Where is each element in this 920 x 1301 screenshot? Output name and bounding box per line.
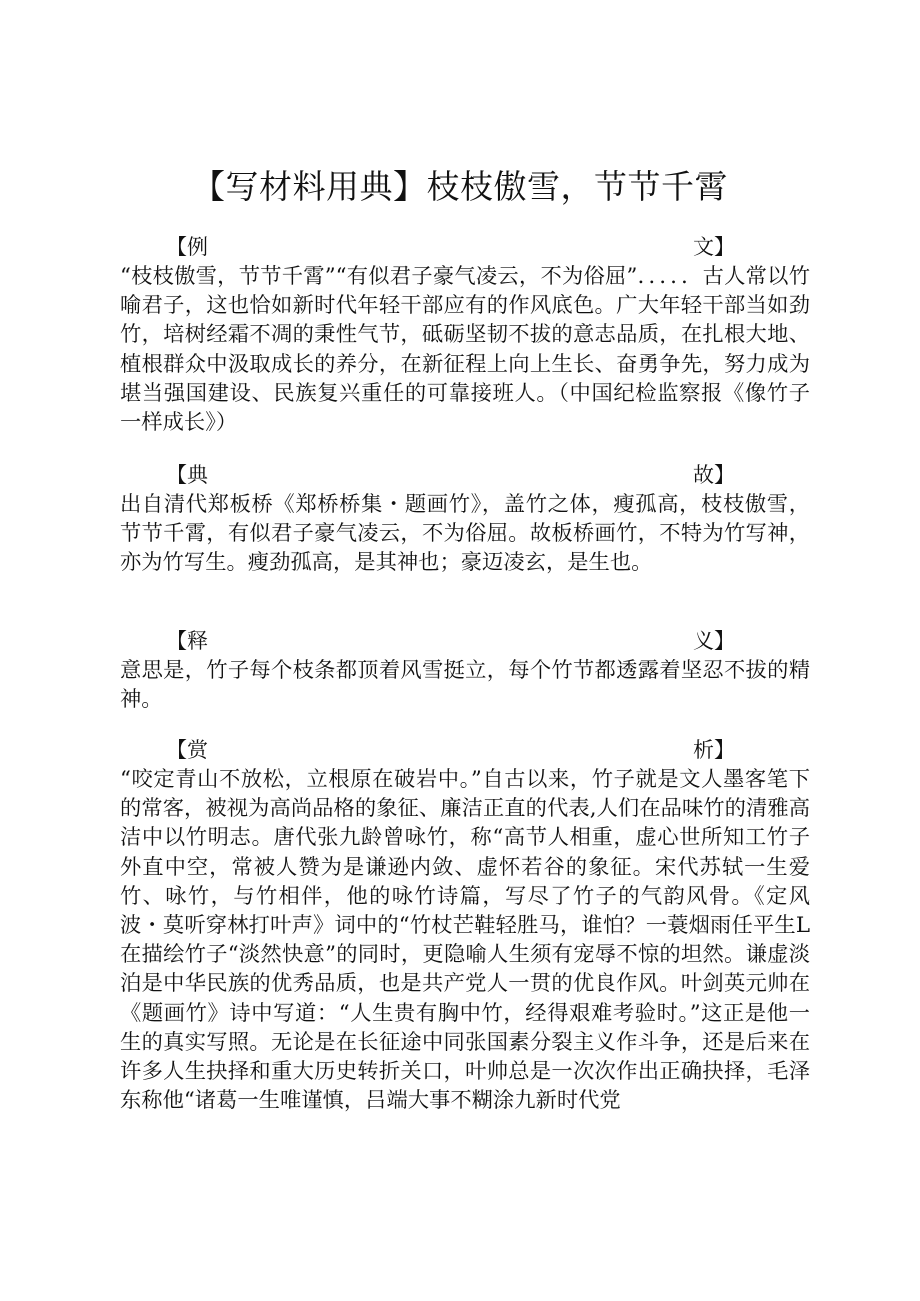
- section-heading: [120, 460, 810, 490]
- heading-right: 析】: [693, 738, 735, 762]
- section-body: “咬定青山不放松，立根原在破岩中。”自古以来，竹子就是文人墨客笔下的常客，被视为高尚品格的象征、廉洁正直的代表,人们在品味竹的清雅高洁中以竹明志。唐代张九龄曾咏竹，称“高节人相重，虚心世所知工竹子外直中空，常被人赞为是谦逊内敛、虚怀若谷的象征。宋代苏轼一生爱竹、咏竹，与竹相伴，他的咏竹诗篇，写尽了竹子的气韵风骨。《定风波・莫听穿林打叶声》词中的“竹杖芒鞋轻胜马，谁怕？一蓑烟雨任平生L在描绘竹子“淡然快意”的同时，更隐喻人生须有宠辱不惊的坦然。谦虚淡泊是中华民族的优秀品质，也是共产党人一贯的优良作风。叶剑英元帅在《题画竹》诗中写道：“人生贵有胸中竹，经得艰难考验时。”这正是他一生的真实写照。无论是在长征途中同张国素分裂主义作斗争，还是后来在许多人生抉择和重大历史转折关口，叶帅总是一次次作出正确抉择，毛泽东称他“诸葛一生唯谨慎，吕端大事不糊涂九新时代党: [120, 767, 810, 1114]
- heading-left: 【例: [166, 235, 208, 259]
- heading-left: 【典: [166, 463, 208, 487]
- section-meaning: [120, 626, 810, 714]
- heading-left: 【释: [166, 629, 208, 653]
- section-body: “枝枝傲雪，节节千霄”“有似君子豪气凌云，不为俗屈”．．．．．古人常以竹喻君子，这也恰如新时代年轻干部应有的作风底色。广大年轻干部当如劲竹，培树经霜不凋的秉性气节，砥砺坚韧不拔的意志品质，在扎根大地、植根群众中汲取成长的养分，在新征程上向上生长、奋勇争先，努力成为堪当强国建设、民族复兴重任的可靠接班人。（中国纪检监察报《像竹子一样成长》）: [120, 264, 810, 436]
- section-appreciation: [120, 735, 810, 1115]
- section-heading: [120, 232, 810, 262]
- section-body: 意思是，竹子每个枝条都顶着风雪挺立，每个竹节都透露着坚忍不拔的精神。: [120, 658, 810, 713]
- heading-right: 故】: [693, 463, 735, 487]
- section-example: [120, 232, 810, 437]
- heading-left: 【赏: [166, 738, 208, 762]
- section-body: 出自清代郑板桥《郑桥桥集・题画竹》，盖竹之体，瘦孤高，枝枝傲雪，节节千霄，有似君子豪气凌云，不为俗屈。故板桥画竹，不特为竹写神，亦为竹写生。瘦劲孤高，是其神也；豪迈凌玄，是生也。: [120, 492, 810, 576]
- section-heading: [120, 626, 810, 656]
- section-heading: [120, 735, 810, 765]
- page-title: 【写材料用典】枝枝傲雪，节节千霄: [192, 167, 728, 206]
- heading-right: 文】: [693, 235, 735, 259]
- section-source: [120, 460, 810, 578]
- heading-right: 义】: [693, 629, 735, 653]
